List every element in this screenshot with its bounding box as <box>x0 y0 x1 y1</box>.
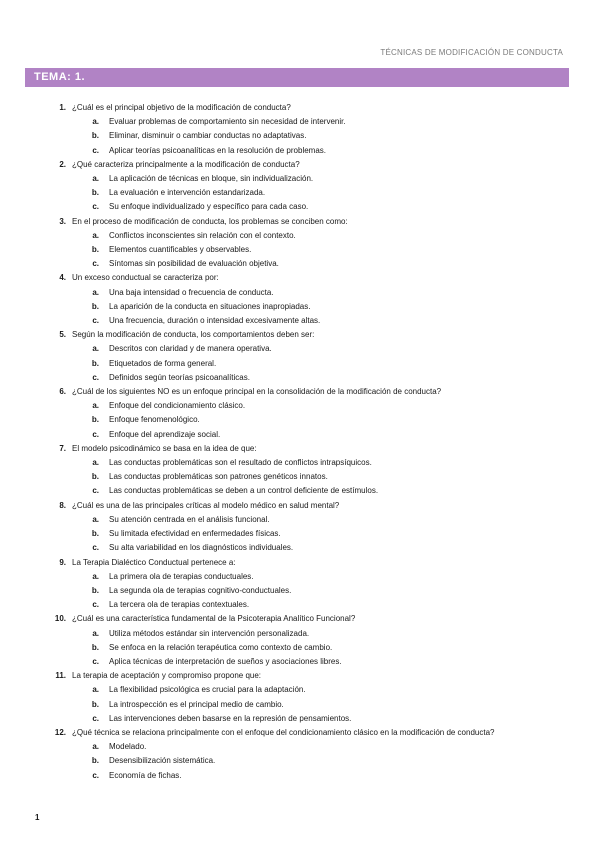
answer-option <box>0 655 599 669</box>
question-item <box>0 726 599 783</box>
question-item <box>0 101 599 158</box>
question-text: ¿Cuál de los siguientes NO es un enfoque principal en la consolidación de la modificación de conducta? <box>72 387 442 397</box>
question-text: ¿Qué caracteriza principalmente a la modificación de conducta? <box>72 159 300 169</box>
question-item <box>0 556 599 613</box>
option-text: Utiliza métodos estándar sin intervención personalizada. <box>109 628 310 638</box>
option-letter: b. <box>91 131 99 141</box>
question-number: 6. <box>59 387 66 397</box>
question-text: ¿Cuál es una característica fundamental de la Psicoterapia Analítico Funcional? <box>72 614 356 624</box>
option-text: La tercera ola de terapias contextuales. <box>109 600 250 610</box>
answer-option <box>0 144 599 158</box>
question-text: La Terapia Dialéctico Conductual pertenece a: <box>72 557 236 567</box>
question-item <box>0 669 599 726</box>
option-letter: c. <box>92 770 99 780</box>
answer-option <box>0 470 599 484</box>
option-letter: a. <box>92 117 99 127</box>
answer-option <box>0 584 599 598</box>
answer-option <box>0 172 599 186</box>
question-number: 5. <box>59 330 66 340</box>
option-list <box>0 456 599 499</box>
question-item <box>0 499 599 556</box>
option-list <box>0 740 599 783</box>
option-text: Se enfoca en la relación terapéutica como contexto de cambio. <box>109 642 333 652</box>
question-text: ¿Qué técnica se relaciona principalmente con el enfoque del condicionamiento clásico en la modificación de conducta? <box>72 727 495 737</box>
option-letter: a. <box>92 571 99 581</box>
question-item <box>0 328 599 385</box>
question-list <box>0 101 599 783</box>
option-text: Su limitada efectividad en enfermedades físicas. <box>109 529 281 539</box>
option-letter: a. <box>92 344 99 354</box>
option-letter: b. <box>91 245 99 255</box>
answer-option <box>0 541 599 555</box>
question-item <box>0 612 599 669</box>
question-number: 1. <box>59 103 66 112</box>
option-letter: b. <box>91 585 99 595</box>
option-text: Enfoque del condicionamiento clásico. <box>109 401 246 411</box>
answer-option <box>0 129 599 143</box>
option-list <box>0 286 599 329</box>
option-text: La flexibilidad psicológica es crucial para la adaptación. <box>109 685 306 695</box>
answer-option <box>0 740 599 754</box>
option-text: La primera ola de terapias conductuales. <box>109 571 254 581</box>
option-letter: c. <box>92 656 99 666</box>
option-text: Una baja intensidad o frecuencia de conducta. <box>109 287 274 297</box>
question-text: La terapia de aceptación y compromiso propone que: <box>72 671 262 681</box>
option-text: Etiquetados de forma general. <box>109 358 217 368</box>
option-letter: c. <box>92 543 99 553</box>
option-text: Una frecuencia, duración o intensidad excesivamente altas. <box>109 316 321 326</box>
option-letter: b. <box>91 529 99 539</box>
option-text: Descritos con claridad y de manera operativa. <box>109 344 272 354</box>
answer-option <box>0 428 599 442</box>
answer-option <box>0 115 599 129</box>
question-item <box>0 215 599 272</box>
answer-option <box>0 286 599 300</box>
option-letter: a. <box>92 230 99 240</box>
option-text: La evaluación e intervención estandarizada. <box>109 188 266 198</box>
question-number: 2. <box>59 159 66 169</box>
option-letter: b. <box>91 472 99 482</box>
option-text: Evaluar problemas de comportamiento sin necesidad de intervenir. <box>109 117 346 127</box>
option-text: Síntomas sin posibilidad de evaluación objetiva. <box>109 259 279 269</box>
option-letter: c. <box>92 372 99 382</box>
question-number: 4. <box>59 273 66 283</box>
option-letter: a. <box>92 628 99 638</box>
question-text: En el proceso de modificación de conducta, los problemas se conciben como: <box>72 216 348 226</box>
section-heading-label: TEMA: 1. <box>34 71 86 83</box>
answer-option <box>0 598 599 612</box>
option-list <box>0 172 599 215</box>
option-list <box>0 399 599 442</box>
option-letter: c. <box>92 145 99 155</box>
option-letter: a. <box>92 287 99 297</box>
option-letter: c. <box>92 713 99 723</box>
answer-option <box>0 257 599 271</box>
option-text: La introspección es el principal medio de cambio. <box>109 699 284 709</box>
answer-option <box>0 754 599 768</box>
option-text: Las conductas problemáticas son patrones genéticos innatos. <box>109 472 328 482</box>
option-list <box>0 570 599 613</box>
option-text: Economía de fichas. <box>109 770 182 780</box>
option-letter: c. <box>92 202 99 212</box>
option-letter: b. <box>91 358 99 368</box>
answer-option <box>0 229 599 243</box>
option-text: Su atención centrada en el análisis funcional. <box>109 514 270 524</box>
option-letter: c. <box>92 486 99 496</box>
answer-option <box>0 627 599 641</box>
option-letter: b. <box>91 642 99 652</box>
question-number: 3. <box>59 216 66 226</box>
answer-option <box>0 683 599 697</box>
question-text: Un exceso conductual se caracteriza por: <box>72 273 219 283</box>
question-item <box>0 271 599 328</box>
answer-option <box>0 712 599 726</box>
answer-option <box>0 399 599 413</box>
option-letter: b. <box>91 301 99 311</box>
option-letter: a. <box>92 685 99 695</box>
option-text: La aparición de la conducta en situaciones inapropiadas. <box>109 301 311 311</box>
question-text: Según la modificación de conducta, los comportamientos deben ser: <box>72 330 315 340</box>
option-text: Modelado. <box>109 742 147 752</box>
answer-option <box>0 570 599 584</box>
answer-option <box>0 300 599 314</box>
question-number: 10. <box>54 614 66 624</box>
option-text: Aplicar teorías psicoanalíticas en la resolución de problemas. <box>109 145 327 155</box>
option-text: Aplica técnicas de interpretación de sueños y asociaciones libres. <box>109 656 342 666</box>
option-text: La aplicación de técnicas en bloque, sin individualización. <box>109 174 314 184</box>
document-header-title: TÉCNICAS DE MODIFICACIÓN DE CONDUCTA <box>380 48 563 57</box>
option-list <box>0 115 599 158</box>
answer-option <box>0 513 599 527</box>
answer-option <box>0 698 599 712</box>
question-number: 8. <box>59 500 66 510</box>
question-item <box>0 385 599 442</box>
question-text: ¿Cuál es el principal objetivo de la modificación de conducta? <box>72 103 291 112</box>
question-item <box>0 442 599 499</box>
answer-option <box>0 641 599 655</box>
option-letter: b. <box>91 415 99 425</box>
option-text: Eliminar, disminuir o cambiar conductas no adaptativas. <box>109 131 307 141</box>
option-list <box>0 513 599 556</box>
answer-option <box>0 200 599 214</box>
option-letter: b. <box>91 188 99 198</box>
question-text: El modelo psicodinámico se basa en la idea de que: <box>72 443 257 453</box>
answer-option <box>0 243 599 257</box>
option-letter: b. <box>91 699 99 709</box>
answer-option <box>0 357 599 371</box>
option-text: La segunda ola de terapias cognitivo-conductuales. <box>109 585 292 595</box>
answer-option <box>0 314 599 328</box>
answer-option <box>0 371 599 385</box>
option-letter: b. <box>91 756 99 766</box>
page-number: 1 <box>35 813 40 822</box>
option-text: Conflictos inconscientes sin relación con el contexto. <box>109 230 296 240</box>
answer-option <box>0 484 599 498</box>
option-text: Enfoque fenomenológico. <box>109 415 200 425</box>
question-number: 11. <box>55 671 66 681</box>
option-text: Las conductas problemáticas son el resultado de conflictos intrapsíquicos. <box>109 458 372 468</box>
section-heading-bar <box>25 68 569 87</box>
answer-option <box>0 769 599 783</box>
option-text: Su enfoque individualizado y específico para cada caso. <box>109 202 309 212</box>
answer-option <box>0 527 599 541</box>
question-item <box>0 158 599 215</box>
option-list <box>0 342 599 385</box>
answer-option <box>0 342 599 356</box>
question-number: 12. <box>54 727 66 737</box>
answer-option <box>0 456 599 470</box>
option-letter: a. <box>92 742 99 752</box>
option-text: Definidos según teorías psicoanalíticas. <box>109 372 250 382</box>
option-text: Las conductas problemáticas se deben a un control deficiente de estímulos. <box>109 486 379 496</box>
option-text: Enfoque del aprendizaje social. <box>109 429 221 439</box>
option-text: Elementos cuantificables y observables. <box>109 245 252 255</box>
option-letter: a. <box>92 174 99 184</box>
option-letter: c. <box>92 429 99 439</box>
option-letter: a. <box>92 401 99 411</box>
answer-option <box>0 186 599 200</box>
question-text: ¿Cuál es una de las principales críticas al modelo médico en salud mental? <box>72 500 340 510</box>
option-letter: a. <box>92 458 99 468</box>
option-letter: c. <box>92 600 99 610</box>
answer-option <box>0 413 599 427</box>
question-number: 9. <box>59 557 66 567</box>
option-text: Su alta variabilidad en los diagnósticos individuales. <box>109 543 294 553</box>
option-letter: a. <box>92 514 99 524</box>
option-letter: c. <box>92 259 99 269</box>
option-list <box>0 229 599 272</box>
option-text: Las intervenciones deben basarse en la represión de pensamientos. <box>109 713 352 723</box>
option-list <box>0 683 599 726</box>
option-text: Desensibilización sistemática. <box>109 756 216 766</box>
question-number: 7. <box>59 443 66 453</box>
option-list <box>0 627 599 670</box>
option-letter: c. <box>92 316 99 326</box>
